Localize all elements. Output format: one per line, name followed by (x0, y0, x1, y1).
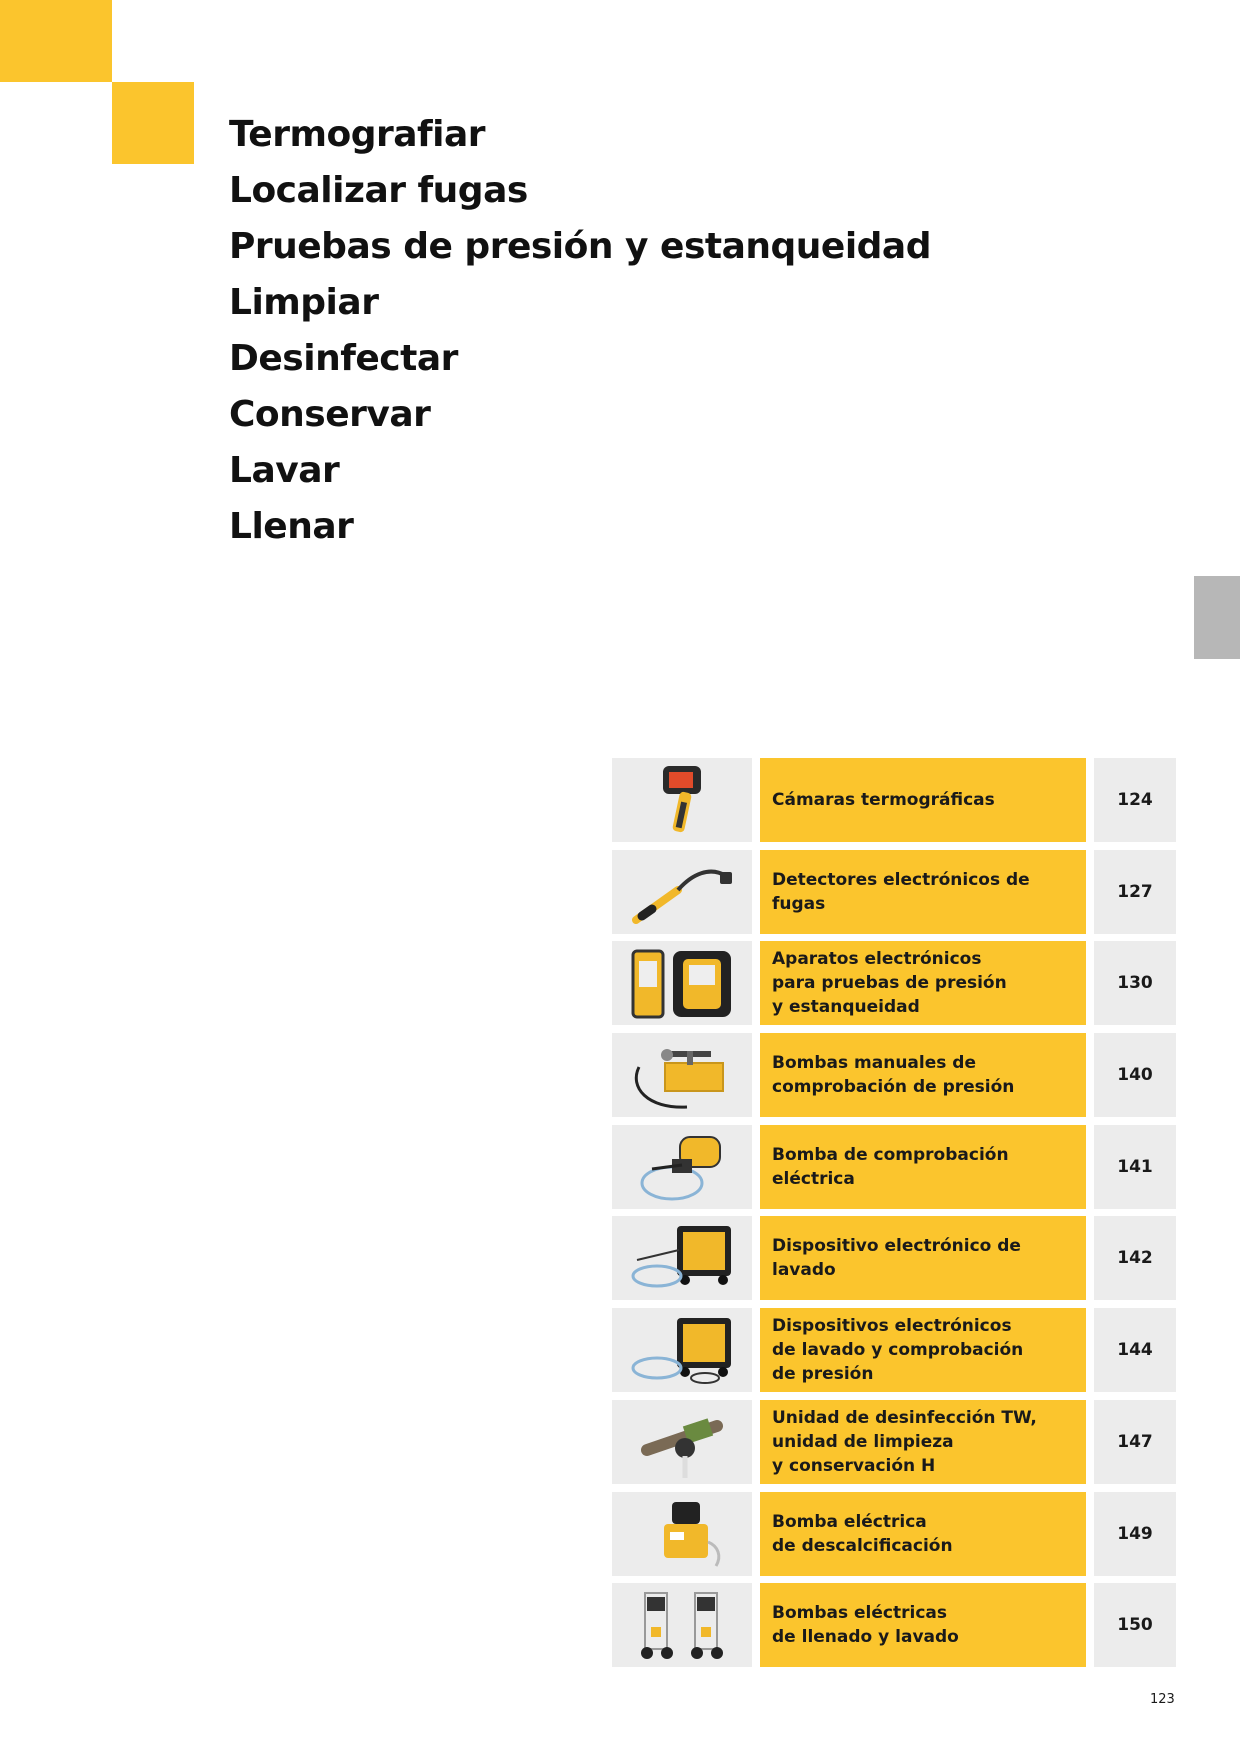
index-row[interactable] (612, 1583, 1176, 1667)
flushing-unit-icon (612, 1216, 752, 1300)
page-ref[interactable]: 141 (1094, 1125, 1176, 1209)
heading: Pruebas de presión y estanqueidad (229, 226, 931, 267)
page-ref[interactable]: 150 (1094, 1583, 1176, 1667)
index-row[interactable] (612, 1400, 1176, 1484)
electric-test-pump-icon (612, 1125, 752, 1209)
index-row[interactable] (612, 1125, 1176, 1209)
hand-pump-icon (612, 1033, 752, 1117)
page-ref[interactable]: 144 (1094, 1308, 1176, 1392)
page-ref[interactable]: 147 (1094, 1400, 1176, 1484)
product-label: Bomba eléctrica de descalcificación (772, 1511, 953, 1556)
product-index (612, 758, 1176, 1675)
page-ref[interactable]: 124 (1094, 758, 1176, 842)
disinfection-unit-icon (612, 1400, 752, 1484)
descaling-pump-icon (612, 1492, 752, 1576)
product-label: Dispositivos electrónicos de lavado y comprobación de presión (772, 1316, 1024, 1385)
page-number: 123 (1150, 1692, 1175, 1707)
index-row[interactable] (612, 850, 1176, 934)
filling-pump-icon (612, 1583, 752, 1667)
page-ref[interactable]: 130 (1094, 941, 1176, 1025)
section-headings (229, 107, 931, 555)
heading: Limpiar (229, 282, 379, 323)
product-label: Detectores electrónicos de fugas (772, 869, 1030, 914)
heading: Desinfectar (229, 338, 458, 379)
product-label: Cámaras termográficas (772, 790, 995, 810)
product-label: Unidad de desinfección TW, unidad de limpieza y conservación H (772, 1407, 1037, 1476)
product-label: Dispositivo electrónico de lavado (772, 1236, 1021, 1281)
page-ref[interactable]: 140 (1094, 1033, 1176, 1117)
decor-yellow-square (0, 0, 112, 82)
index-row[interactable] (612, 1216, 1176, 1300)
index-row[interactable] (612, 941, 1176, 1025)
heading: Termografiar (229, 114, 486, 155)
page-ref[interactable]: 142 (1094, 1216, 1176, 1300)
thermal-camera-icon (612, 758, 752, 842)
index-row[interactable] (612, 1308, 1176, 1392)
heading: Conservar (229, 394, 431, 435)
heading: Llenar (229, 506, 354, 547)
index-row[interactable] (612, 1033, 1176, 1117)
pressure-tester-icon (612, 941, 752, 1025)
flushing-test-unit-icon (612, 1308, 752, 1392)
product-label: Bombas eléctricas de llenado y lavado (772, 1603, 959, 1648)
heading: Lavar (229, 450, 340, 491)
product-label: Bombas manuales de comprobación de presión (772, 1053, 1015, 1098)
heading: Localizar fugas (229, 170, 528, 211)
page-ref[interactable]: 149 (1094, 1492, 1176, 1576)
decor-yellow-square (112, 82, 194, 164)
index-row[interactable] (612, 758, 1176, 842)
index-row[interactable] (612, 1492, 1176, 1576)
section-tab (1194, 576, 1240, 659)
product-label: Aparatos electrónicos para pruebas de presión y estanqueidad (772, 949, 1007, 1018)
page-ref[interactable]: 127 (1094, 850, 1176, 934)
leak-detector-icon (612, 850, 752, 934)
product-label: Bomba de comprobación eléctrica (772, 1144, 1009, 1189)
